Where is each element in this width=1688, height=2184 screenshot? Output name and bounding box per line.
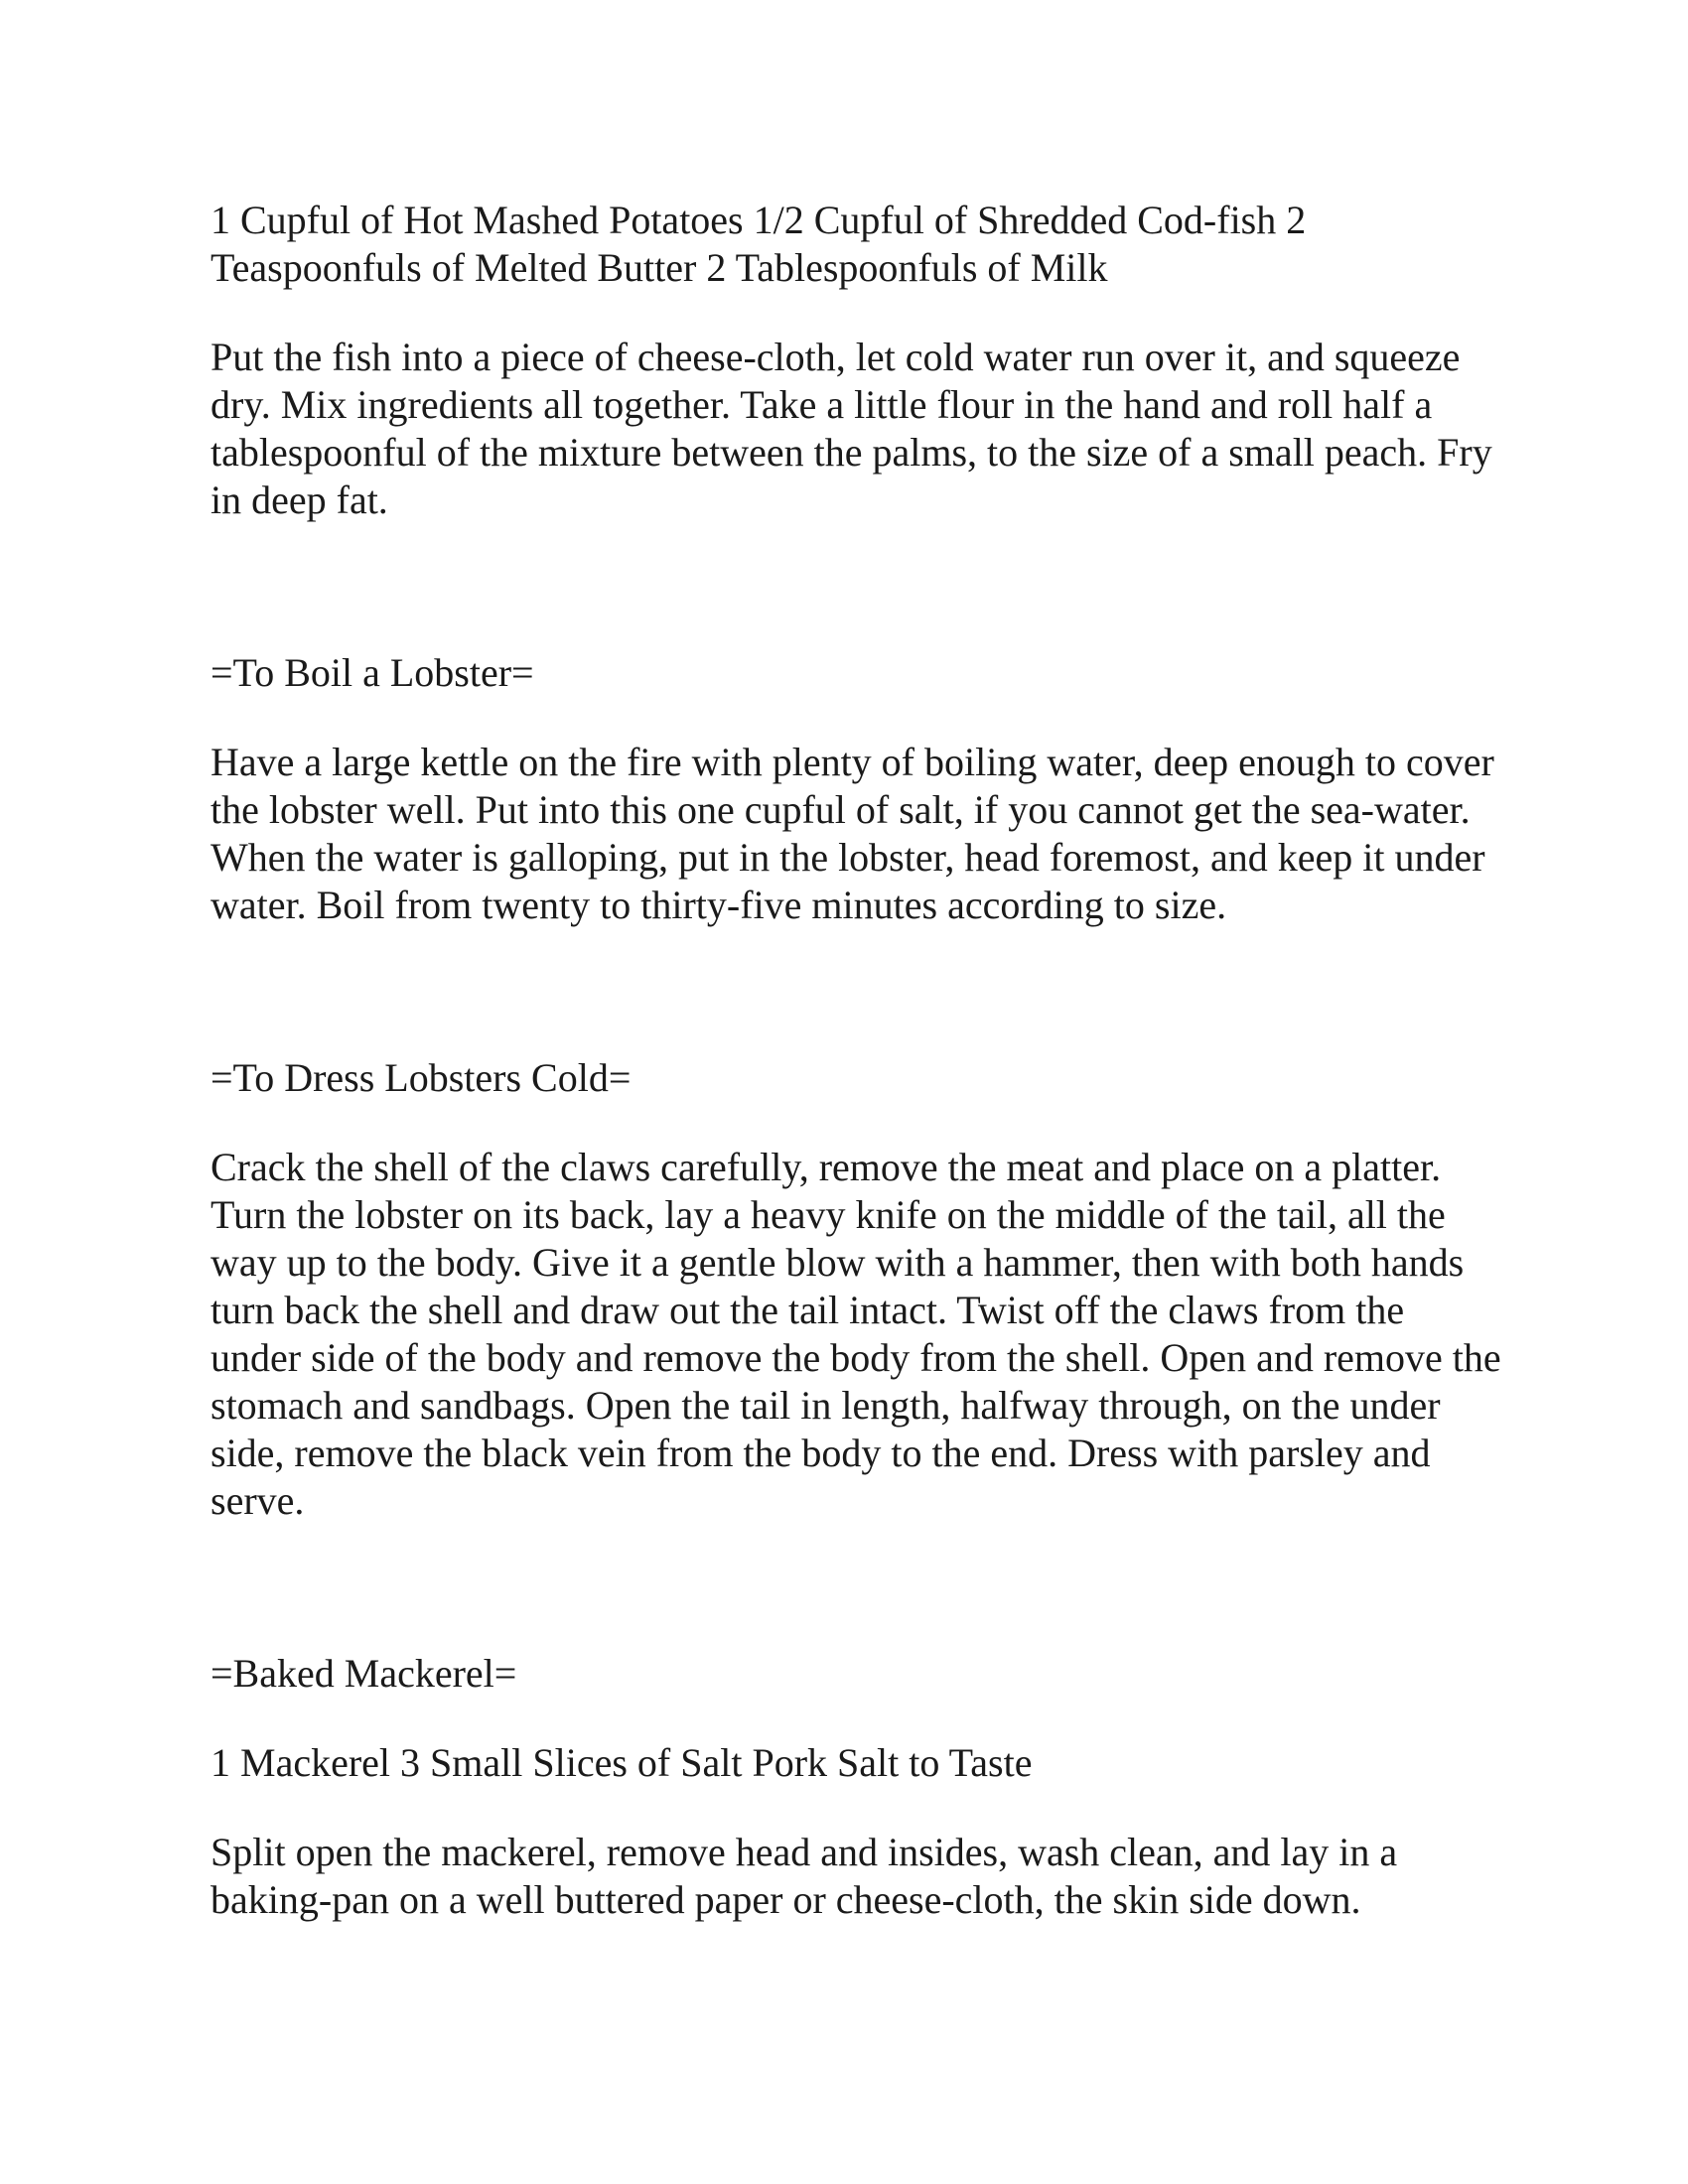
section-gap (211, 1525, 1501, 1650)
section-gap (211, 524, 1501, 649)
document-text (211, 197, 1501, 1924)
heading-boil-lobster: =To Boil a Lobster= (211, 650, 534, 695)
paragraph-dress-lobsters: Crack the shell of the claws carefully, remove the meat and place on a platter. Turn the lobster on its back, lay a heavy knife on the middle of the tail, all the way up to the body. Give it a gentle blow with a hammer, then with both hands turn back the shell and draw out the tail intact. Twist off the claws from the under side of the body and remove the body from the shell. Open and remove the stomach and sandbags. Open the tail in length, halfway through, on the under side, remove the black vein from the body to the end. Dress with parsley and serve. (211, 1145, 1501, 1523)
paragraph-boil-lobster: Have a large kettle on the fire with plenty of boiling water, deep enough to cover the lobster well. Put into this one cupful of salt, if you cannot get the sea-water. When the water is galloping, put in the lobster, head foremost, and keep it under water. Boil from twenty to thirty-five minutes according to size. (211, 740, 1494, 927)
paragraph-codfish-instructions: Put the fish into a piece of cheese-cloth, let cold water run over it, and squeeze dry. Mix ingredients all together. Take a little flour in the hand and roll half a tablespoonful of the mixture between the palms, to the size of a small peach. Fry in deep fat. (211, 335, 1492, 522)
ingredients-codfish-balls: 1 Cupful of Hot Mashed Potatoes 1/2 Cupful of Shredded Cod-fish 2 Teaspoonfuls of Melted Butter 2 Tablespoonfuls of Milk (211, 198, 1307, 290)
paragraph-gap (211, 1787, 1501, 1829)
paragraph-gap (211, 1102, 1501, 1144)
paragraph-gap (211, 1698, 1501, 1739)
ingredients-baked-mackerel: 1 Mackerel 3 Small Slices of Salt Pork Salt to Taste (211, 1740, 1033, 1785)
paragraph-baked-mackerel: Split open the mackerel, remove head and insides, wash clean, and lay in a baking-pan on a well buttered paper or cheese-cloth, the skin side down. (211, 1830, 1398, 1922)
heading-baked-mackerel: =Baked Mackerel= (211, 1651, 517, 1696)
paragraph-gap (211, 697, 1501, 739)
heading-dress-lobsters: =To Dress Lobsters Cold= (211, 1055, 632, 1100)
section-gap (211, 929, 1501, 1054)
paragraph-gap (211, 292, 1501, 334)
